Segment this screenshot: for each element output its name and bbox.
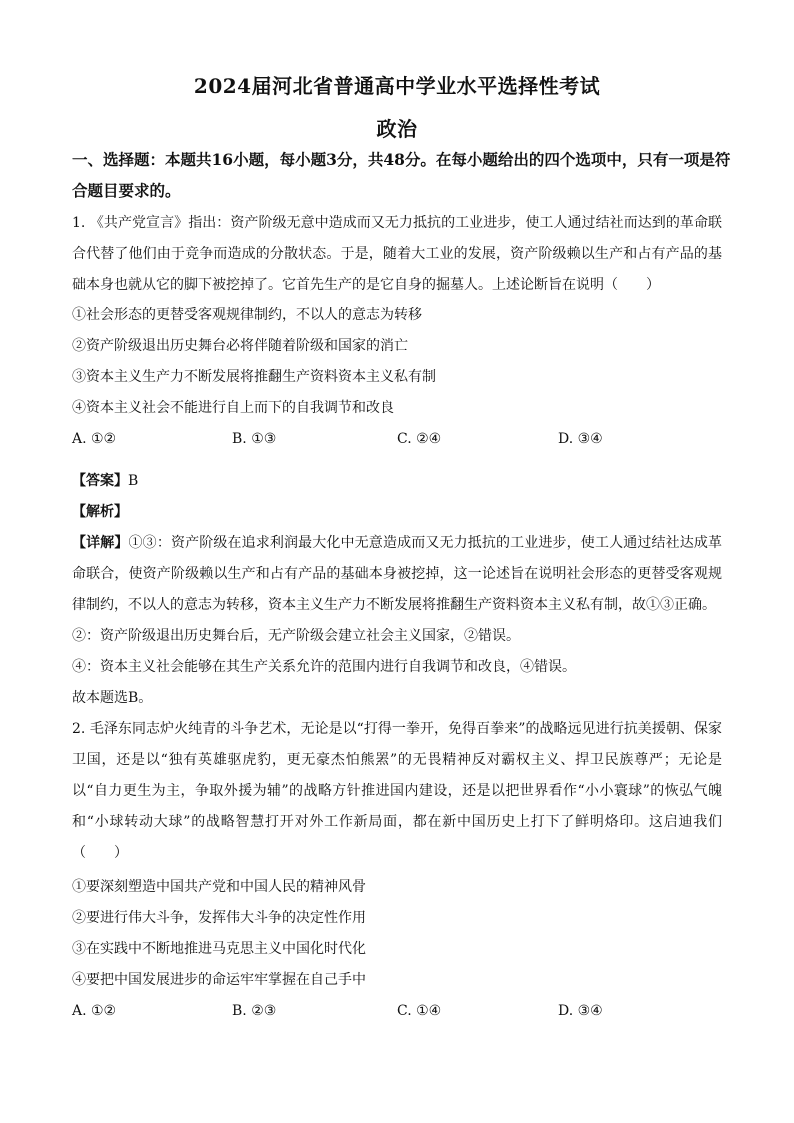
analysis-tag: 【解析】 <box>72 504 128 520</box>
question-2-item: ①要深刻塑造中国共产党和中国人民的精神风骨 <box>72 879 366 895</box>
answer-tag: 【答案】 <box>72 473 128 489</box>
question-1-item: ④资本主义社会不能进行自上而下的自我调节和改良 <box>72 400 394 416</box>
option-c: C. ①④ <box>397 1003 442 1019</box>
question-1-item: ①社会形态的更替受客观规律制约，不以人的意志为转移 <box>72 307 422 323</box>
option-c: C. ②④ <box>397 431 442 447</box>
question-1-detail <box>72 528 722 714</box>
question-2-stem: 2. 毛泽东同志炉火纯青的斗争艺术，无论是以“打得一拳开，免得百拳来”的战略远见进行抗美援朝、保家卫国，还是以“独有英雄驱虎豹，更无豪杰怕熊罴”的无畏精神反对霸权主义、捍卫民族尊严；无论是以“自力更生为主，争取外援为辅”的战略方针推进国内建设，还是以把世界看作“小小寰球”的恢弘气魄和“小球转动大球”的战略智慧打开对外工作新局面，都在新中国历史上打下了鲜明烙印。这启迪我们（ ） <box>72 721 722 861</box>
option-b: B. ①③ <box>232 431 277 447</box>
subject-title: 政治 <box>376 117 418 141</box>
exam-title: 2024届河北省普通高中学业水平选择性考试 <box>193 74 601 98</box>
option-a: A. ①② <box>72 1003 117 1019</box>
detail-item-4: ④：资本主义社会能够在其生产关系允许的范围内进行自我调节和改良，④错误。 <box>72 659 576 675</box>
question-2-item: ④要把中国发展进步的命运牢牢掌握在自己手中 <box>72 972 366 988</box>
question-1 <box>72 208 722 301</box>
question-1-items <box>72 300 722 424</box>
detail-tag: 【详解】 <box>72 535 129 551</box>
conclusion: 故本题选B。 <box>72 690 153 706</box>
detail-item-2: ②：资产阶级退出历史舞台后，无产阶级会建立社会主义国家，②错误。 <box>72 628 520 644</box>
detail-text: ①③：资产阶级在追求利润最大化中无意造成而又无力抵抗的工业进步，使工人通过结社达成革命联合，使资产阶级赖以生产和占有产品的基础本身被挖掉，这一论述旨在说明社会形态的更替受客观规律制约，不以人的意志为转移，资本主义生产力不断发展将推翻生产资料资本主义私有制，故①③正确。 <box>72 535 723 613</box>
question-2-items <box>72 872 722 996</box>
answer-value: B <box>128 473 139 489</box>
answer-line <box>72 466 722 497</box>
option-d: D. ③④ <box>558 431 603 447</box>
section-heading: 一、选择题：本题共16小题，每小题3分，共48分。在每小题给出的四个选项中，只有一项是符合题目要求的。 <box>72 150 731 200</box>
analysis-line <box>72 497 722 528</box>
question-1-stem: 1. 《共产党宣言》指出：资产阶级无意中造成而又无力抵抗的工业进步，使工人通过结社而达到的革命联合代替了他们由于竞争而造成的分散状态。于是，随着大工业的发展，资产阶级赖以生产和占有产品的基础本身也就从它的脚下被挖掉了。它首先生产的是它自身的掘墓人。上述论断旨在说明（ ） <box>72 215 722 293</box>
question-2-item: ②要进行伟大斗争，发挥伟大斗争的决定性作用 <box>72 910 366 926</box>
option-a: A. ①② <box>72 431 117 447</box>
detail-paragraph <box>72 528 722 621</box>
question-1-options <box>72 424 732 455</box>
question-1-answer <box>72 466 722 528</box>
option-b: B. ②③ <box>232 1003 277 1019</box>
question-1-item: ③资本主义生产力不断发展将推翻生产资料资本主义私有制 <box>72 369 436 385</box>
option-d: D. ③④ <box>558 1003 603 1019</box>
question-2-options <box>72 996 732 1027</box>
question-1-item: ②资产阶级退出历史舞台必将伴随着阶级和国家的消亡 <box>72 338 408 354</box>
question-2 <box>72 714 722 869</box>
question-2-item: ③在实践中不断地推进马克思主义中国化时代化 <box>72 941 366 957</box>
